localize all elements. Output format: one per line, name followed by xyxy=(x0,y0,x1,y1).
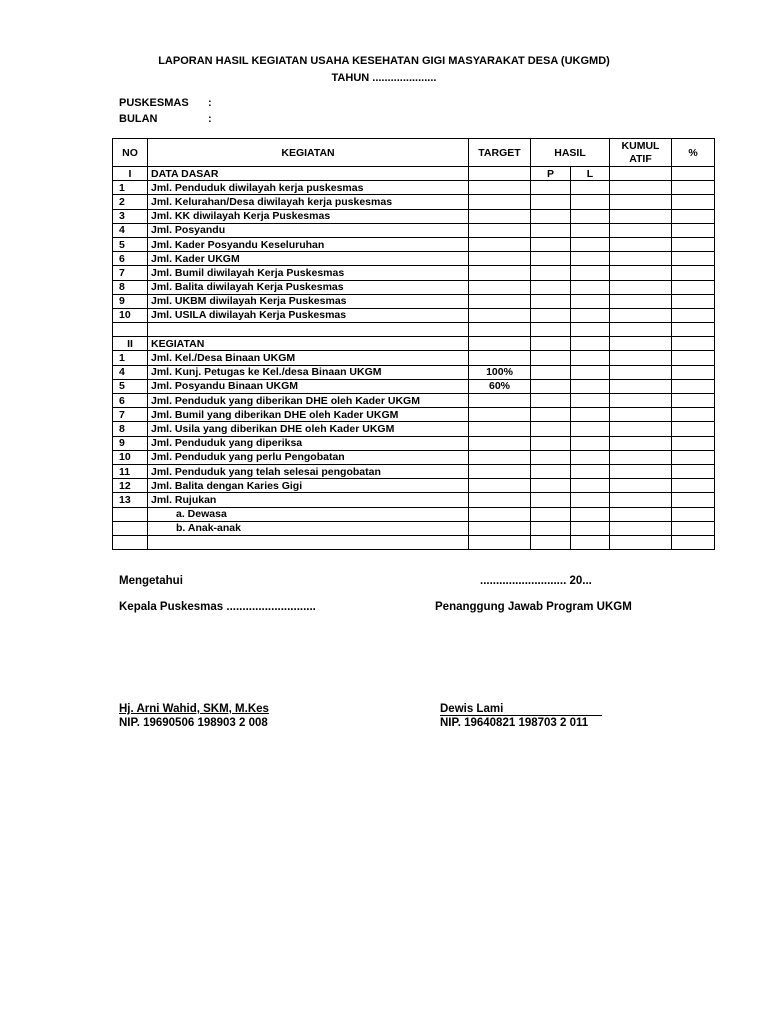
cell-hasil-p: P xyxy=(531,167,571,181)
cell-percent xyxy=(672,408,715,422)
cell-hasil-p xyxy=(531,450,571,464)
cell-target xyxy=(469,436,531,450)
cell-no xyxy=(113,535,148,549)
cell-hasil-p xyxy=(531,365,571,379)
report-title: LAPORAN HASIL KEGIATAN USAHA KESEHATAN GIGI MASYARAKAT DESA (UKGMD) xyxy=(158,55,610,67)
cell-kegiatan: Jml. KK diwilayah Kerja Puskesmas xyxy=(148,209,469,223)
table-row xyxy=(113,422,715,436)
cell-kegiatan xyxy=(148,323,469,337)
cell-no: 11 xyxy=(113,464,148,478)
cell-percent xyxy=(672,450,715,464)
cell-target xyxy=(469,223,531,237)
cell-target xyxy=(469,209,531,223)
cell-kumulatif xyxy=(610,294,672,308)
cell-hasil-l xyxy=(571,450,610,464)
cell-no: I xyxy=(113,167,148,181)
table-row xyxy=(113,323,715,337)
cell-no: 1 xyxy=(113,351,148,365)
cell-no: 6 xyxy=(113,394,148,408)
cell-target xyxy=(469,408,531,422)
cell-hasil-l xyxy=(571,266,610,280)
cell-percent xyxy=(672,337,715,351)
meta-puskesmas-sep: : xyxy=(208,97,212,109)
meta-bulan xyxy=(119,113,212,125)
cell-kumulatif xyxy=(610,308,672,322)
cell-hasil-l xyxy=(571,408,610,422)
table-row xyxy=(113,294,715,308)
cell-no: 7 xyxy=(113,266,148,280)
header-kegiatan: KEGIATAN xyxy=(148,139,469,167)
cell-kegiatan: Jml. Usila yang diberikan DHE oleh Kader UKGM xyxy=(148,422,469,436)
cell-kumulatif xyxy=(610,507,672,521)
cell-kumulatif xyxy=(610,280,672,294)
table-row xyxy=(113,195,715,209)
date-line: ........................... 20... xyxy=(480,575,592,587)
cell-kegiatan xyxy=(148,535,469,549)
cell-no: 9 xyxy=(113,436,148,450)
cell-percent xyxy=(672,436,715,450)
report-year: TAHUN ..................... xyxy=(331,72,437,84)
cell-hasil-p xyxy=(531,337,571,351)
signatory-1-name: Hj. Arni Wahid, SKM, M.Kes xyxy=(119,703,269,715)
table-row xyxy=(113,223,715,237)
cell-no: 5 xyxy=(113,379,148,393)
cell-target xyxy=(469,394,531,408)
cell-hasil-p xyxy=(531,464,571,478)
cell-hasil-p xyxy=(531,521,571,535)
cell-kegiatan: b. Anak-anak xyxy=(148,521,469,535)
cell-percent xyxy=(672,535,715,549)
cell-no: 8 xyxy=(113,422,148,436)
cell-no: 1 xyxy=(113,181,148,195)
cell-percent xyxy=(672,209,715,223)
cell-kegiatan: Jml. Bumil diwilayah Kerja Puskesmas xyxy=(148,266,469,280)
cell-hasil-p xyxy=(531,493,571,507)
cell-kegiatan: DATA DASAR xyxy=(148,167,469,181)
cell-kumulatif xyxy=(610,337,672,351)
cell-kumulatif xyxy=(610,408,672,422)
cell-percent xyxy=(672,280,715,294)
cell-percent xyxy=(672,195,715,209)
cell-no: 8 xyxy=(113,280,148,294)
cell-percent xyxy=(672,252,715,266)
cell-kumulatif xyxy=(610,379,672,393)
cell-target xyxy=(469,195,531,209)
cell-no: 6 xyxy=(113,252,148,266)
table-row xyxy=(113,337,715,351)
cell-kumulatif xyxy=(610,450,672,464)
cell-hasil-l xyxy=(571,209,610,223)
cell-kumulatif xyxy=(610,365,672,379)
cell-kegiatan: Jml. Kel./Desa Binaan UKGM xyxy=(148,351,469,365)
cell-no: 2 xyxy=(113,195,148,209)
table-row xyxy=(113,493,715,507)
cell-hasil-l xyxy=(571,280,610,294)
cell-percent xyxy=(672,323,715,337)
cell-no: 4 xyxy=(113,365,148,379)
cell-percent xyxy=(672,479,715,493)
cell-kegiatan: Jml. Kader UKGM xyxy=(148,252,469,266)
meta-bulan-label: BULAN xyxy=(119,113,158,125)
cell-hasil-p xyxy=(531,266,571,280)
cell-target xyxy=(469,464,531,478)
cell-kumulatif xyxy=(610,535,672,549)
cell-kumulatif xyxy=(610,323,672,337)
cell-hasil-l xyxy=(571,535,610,549)
cell-kegiatan: KEGIATAN xyxy=(148,337,469,351)
cell-hasil-l xyxy=(571,323,610,337)
cell-kumulatif xyxy=(610,209,672,223)
cell-no: 9 xyxy=(113,294,148,308)
cell-kegiatan: Jml. Balita diwilayah Kerja Puskesmas xyxy=(148,280,469,294)
table-row xyxy=(113,167,715,181)
cell-kumulatif xyxy=(610,266,672,280)
cell-target: 100% xyxy=(469,365,531,379)
cell-percent xyxy=(672,521,715,535)
cell-hasil-l xyxy=(571,181,610,195)
cell-kumulatif xyxy=(610,351,672,365)
cell-no: 10 xyxy=(113,450,148,464)
cell-percent xyxy=(672,237,715,251)
cell-hasil-p xyxy=(531,209,571,223)
cell-no xyxy=(113,323,148,337)
cell-target xyxy=(469,422,531,436)
cell-hasil-p xyxy=(531,422,571,436)
cell-kumulatif xyxy=(610,237,672,251)
cell-kegiatan: Jml. Posyandu Binaan UKGM xyxy=(148,379,469,393)
cell-hasil-p xyxy=(531,252,571,266)
cell-hasil-l xyxy=(571,308,610,322)
cell-hasil-p xyxy=(531,436,571,450)
cell-kumulatif xyxy=(610,181,672,195)
header-percent: % xyxy=(672,139,715,167)
cell-kegiatan: Jml. Bumil yang diberikan DHE oleh Kader UKGM xyxy=(148,408,469,422)
cell-target xyxy=(469,237,531,251)
cell-hasil-p xyxy=(531,479,571,493)
cell-percent xyxy=(672,379,715,393)
cell-target xyxy=(469,323,531,337)
cell-hasil-l xyxy=(571,379,610,393)
cell-kumulatif xyxy=(610,394,672,408)
cell-target xyxy=(469,280,531,294)
cell-kegiatan: Jml. Penduduk yang diberikan DHE oleh Kader UKGM xyxy=(148,394,469,408)
cell-hasil-p xyxy=(531,507,571,521)
table-row xyxy=(113,365,715,379)
table-row xyxy=(113,252,715,266)
cell-no: 10 xyxy=(113,308,148,322)
cell-target xyxy=(469,479,531,493)
cell-no: 5 xyxy=(113,237,148,251)
signatory-2-nip: NIP. 19640821 198703 2 011 xyxy=(440,717,589,729)
table-row xyxy=(113,308,715,322)
cell-kumulatif xyxy=(610,493,672,507)
cell-kegiatan: Jml. Penduduk yang diperiksa xyxy=(148,436,469,450)
cell-percent xyxy=(672,365,715,379)
table-row xyxy=(113,521,715,535)
cell-percent xyxy=(672,351,715,365)
signatory-2-name: Dewis Lami xyxy=(440,703,602,716)
cell-hasil-p xyxy=(531,181,571,195)
cell-hasil-p xyxy=(531,379,571,393)
kepala-puskesmas-label: Kepala Puskesmas ............................ xyxy=(119,601,316,613)
header-kumulatif: KUMUL ATIF xyxy=(610,139,672,167)
cell-no: 12 xyxy=(113,479,148,493)
cell-percent xyxy=(672,266,715,280)
cell-kegiatan: a. Dewasa xyxy=(148,507,469,521)
cell-target xyxy=(469,294,531,308)
cell-target xyxy=(469,450,531,464)
cell-hasil-p xyxy=(531,237,571,251)
meta-puskesmas-label: PUSKESMAS xyxy=(119,97,189,109)
cell-percent xyxy=(672,422,715,436)
cell-target xyxy=(469,181,531,195)
table-row xyxy=(113,181,715,195)
cell-hasil-l xyxy=(571,294,610,308)
cell-target xyxy=(469,308,531,322)
cell-hasil-l xyxy=(571,464,610,478)
cell-kegiatan: Jml. Kunj. Petugas ke Kel./desa Binaan UKGM xyxy=(148,365,469,379)
cell-no xyxy=(113,507,148,521)
cell-hasil-l xyxy=(571,422,610,436)
cell-kegiatan: Jml. Penduduk diwilayah kerja puskesmas xyxy=(148,181,469,195)
signatory-2 xyxy=(440,703,602,716)
cell-hasil-p xyxy=(531,323,571,337)
mengetahui-label: Mengetahui xyxy=(119,575,183,587)
cell-no: 7 xyxy=(113,408,148,422)
cell-kumulatif xyxy=(610,436,672,450)
cell-no xyxy=(113,521,148,535)
cell-kumulatif xyxy=(610,167,672,181)
table-row xyxy=(113,450,715,464)
cell-no: 13 xyxy=(113,493,148,507)
meta-puskesmas xyxy=(119,97,212,109)
cell-no: 3 xyxy=(113,209,148,223)
cell-percent xyxy=(672,308,715,322)
table-row xyxy=(113,379,715,393)
cell-kumulatif xyxy=(610,252,672,266)
table-row xyxy=(113,464,715,478)
table-body xyxy=(113,167,715,550)
cell-target xyxy=(469,535,531,549)
cell-hasil-p xyxy=(531,351,571,365)
cell-target xyxy=(469,337,531,351)
cell-kegiatan: Jml. UKBM diwilayah Kerja Puskesmas xyxy=(148,294,469,308)
cell-kegiatan: Jml. Rujukan xyxy=(148,493,469,507)
cell-hasil-p xyxy=(531,535,571,549)
cell-target xyxy=(469,521,531,535)
cell-kegiatan: Jml. Balita dengan Karies Gigi xyxy=(148,479,469,493)
cell-hasil-l xyxy=(571,394,610,408)
cell-percent xyxy=(672,464,715,478)
cell-hasil-p xyxy=(531,195,571,209)
header-target: TARGET xyxy=(469,139,531,167)
cell-hasil-l xyxy=(571,365,610,379)
table-row xyxy=(113,266,715,280)
cell-kumulatif xyxy=(610,422,672,436)
signatory-1-nip: NIP. 19690506 198903 2 008 xyxy=(119,717,268,729)
table-row xyxy=(113,408,715,422)
cell-hasil-l xyxy=(571,493,610,507)
meta-bulan-sep: : xyxy=(208,113,212,125)
cell-percent xyxy=(672,394,715,408)
cell-percent xyxy=(672,223,715,237)
cell-hasil-l xyxy=(571,521,610,535)
table-row xyxy=(113,507,715,521)
cell-percent xyxy=(672,507,715,521)
table-header-row xyxy=(113,139,715,167)
cell-target xyxy=(469,351,531,365)
cell-hasil-p xyxy=(531,223,571,237)
table-row xyxy=(113,535,715,549)
table-row xyxy=(113,394,715,408)
table-row xyxy=(113,280,715,294)
cell-hasil-l xyxy=(571,351,610,365)
cell-kegiatan: Jml. USILA diwilayah Kerja Puskesmas xyxy=(148,308,469,322)
table-row xyxy=(113,436,715,450)
penanggung-jawab-label: Penanggung Jawab Program UKGM xyxy=(435,601,632,613)
cell-hasil-p xyxy=(531,394,571,408)
table-row xyxy=(113,237,715,251)
cell-target xyxy=(469,252,531,266)
cell-percent xyxy=(672,493,715,507)
cell-target xyxy=(469,266,531,280)
cell-percent xyxy=(672,294,715,308)
cell-kumulatif xyxy=(610,223,672,237)
cell-hasil-l xyxy=(571,436,610,450)
cell-hasil-p xyxy=(531,408,571,422)
cell-kumulatif xyxy=(610,464,672,478)
cell-hasil-l xyxy=(571,195,610,209)
cell-percent xyxy=(672,181,715,195)
cell-hasil-l xyxy=(571,479,610,493)
report-table xyxy=(112,138,715,550)
cell-target xyxy=(469,167,531,181)
cell-hasil-l: L xyxy=(571,167,610,181)
cell-kegiatan: Jml. Penduduk yang perlu Pengobatan xyxy=(148,450,469,464)
cell-percent xyxy=(672,167,715,181)
cell-hasil-l xyxy=(571,252,610,266)
cell-kumulatif xyxy=(610,195,672,209)
cell-kumulatif xyxy=(610,479,672,493)
cell-no: II xyxy=(113,337,148,351)
cell-hasil-p xyxy=(531,308,571,322)
cell-target xyxy=(469,493,531,507)
cell-kumulatif xyxy=(610,521,672,535)
table-row xyxy=(113,479,715,493)
cell-hasil-l xyxy=(571,337,610,351)
cell-kegiatan: Jml. Kelurahan/Desa diwilayah kerja puskesmas xyxy=(148,195,469,209)
header-hasil: HASIL xyxy=(531,139,610,167)
cell-target xyxy=(469,507,531,521)
cell-hasil-l xyxy=(571,223,610,237)
cell-target: 60% xyxy=(469,379,531,393)
cell-hasil-p xyxy=(531,280,571,294)
cell-hasil-l xyxy=(571,507,610,521)
cell-hasil-l xyxy=(571,237,610,251)
cell-no: 4 xyxy=(113,223,148,237)
cell-hasil-p xyxy=(531,294,571,308)
header-no: NO xyxy=(113,139,148,167)
cell-kegiatan: Jml. Posyandu xyxy=(148,223,469,237)
cell-kegiatan: Jml. Penduduk yang telah selesai pengobatan xyxy=(148,464,469,478)
cell-kegiatan: Jml. Kader Posyandu Keseluruhan xyxy=(148,237,469,251)
table-row xyxy=(113,351,715,365)
table-row xyxy=(113,209,715,223)
